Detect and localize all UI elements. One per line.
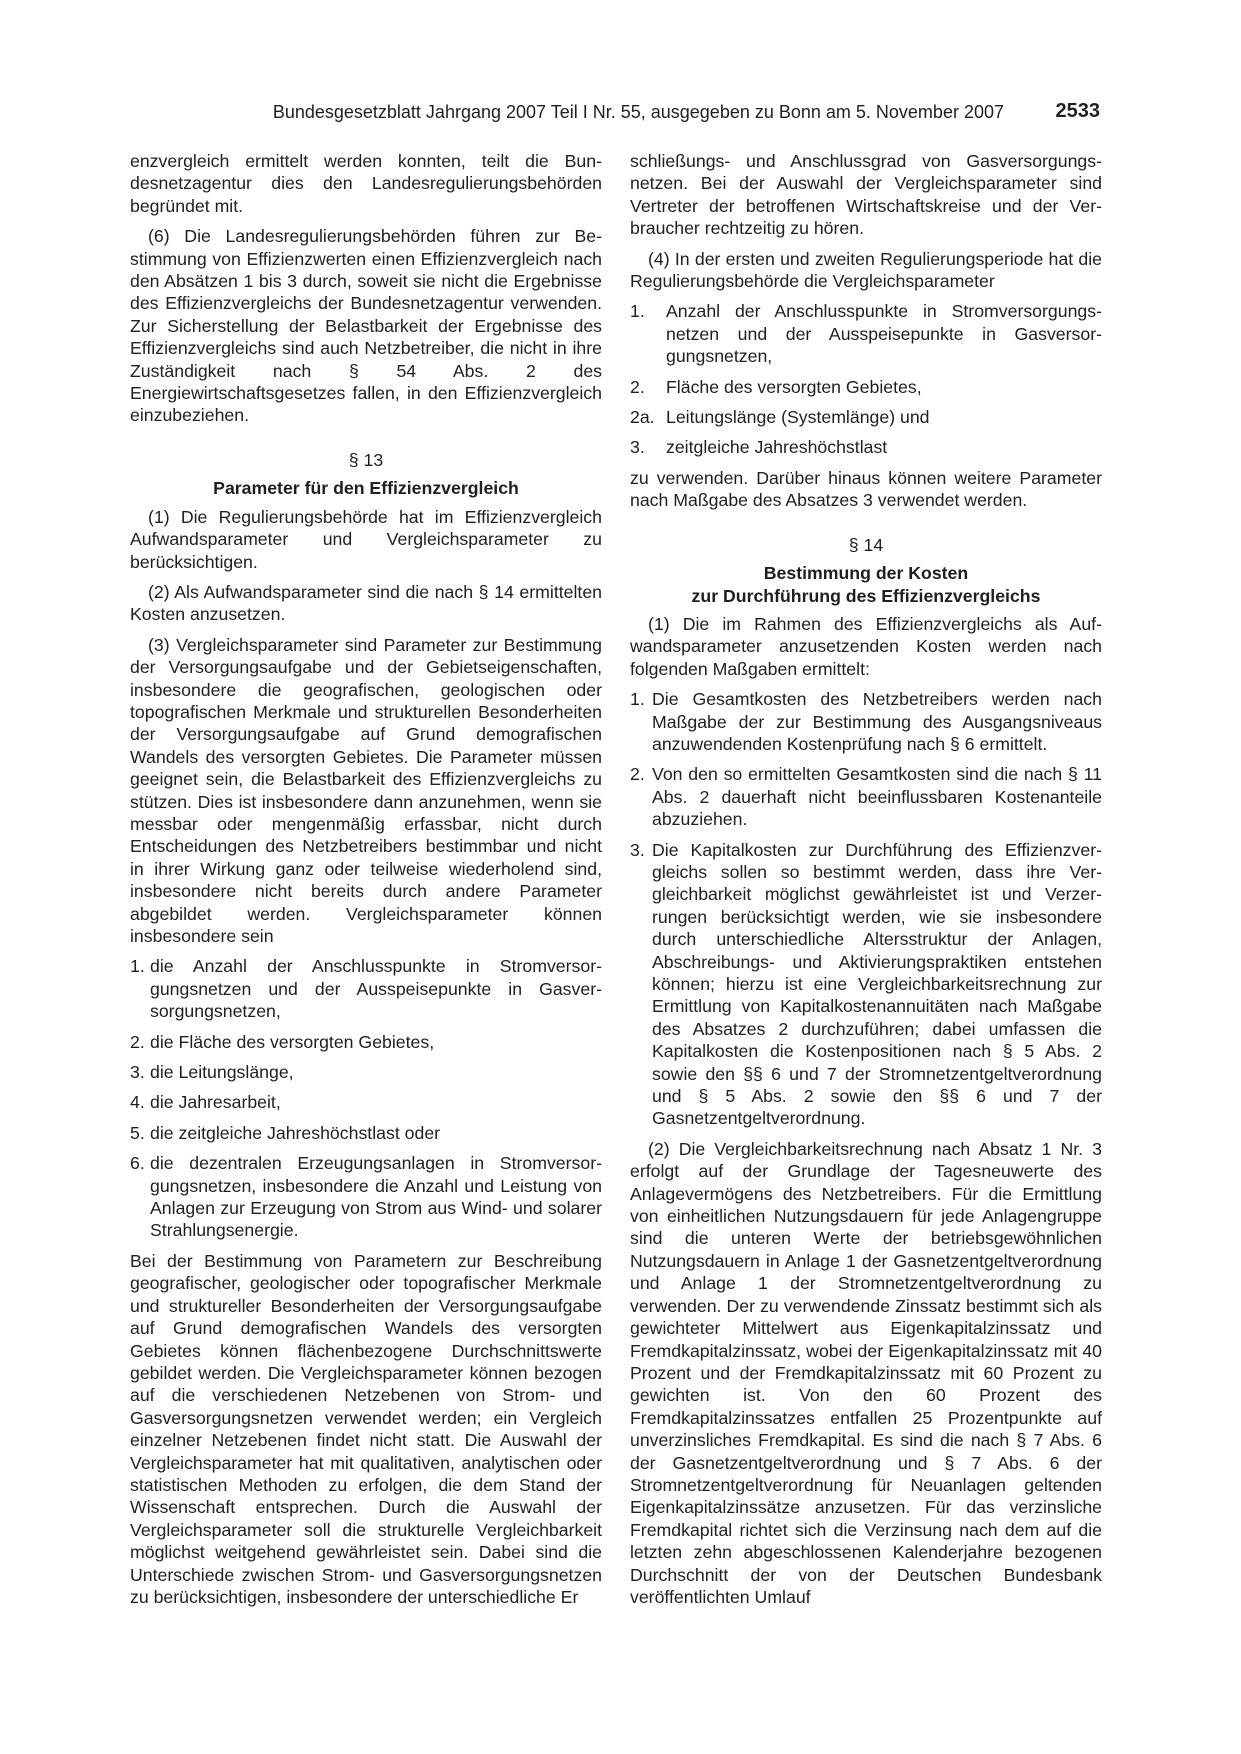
list-item bbox=[630, 300, 1102, 367]
list-item-number: 6. bbox=[130, 1153, 145, 1174]
page-number: 2533 bbox=[1055, 100, 1100, 122]
paragraph-after-list: Bei der Bestimmung von Parametern zur Beschreibung geografischer, geologischer oder topografischer Merkmale und struktureller Besonderheiten der Versorgungsaufgabe auf Grund demografischen Wandels des versorgten Gebietes können flächenbezogene Durchschnittswerte gebildet werden. Die Vergleichsparameter können bezogen auf die verschiedenen Netzebenen von Strom- und Gasversorgungsnetzen verwendet werden; ein Vergleich einzelner Netzebenen findet nicht statt. Die Auswahl der Vergleichsparameter hat mit qualitativen, analytischen oder statistischen Methoden zu erfolgen, die dem Stand der Wissenschaft entsprechen. Durch die Auswahl der Vergleichsparameter soll die strukturelle Vergleichbarkeit möglichst weitgehend gewährleistet sein. Dabei sind die Unterschiede zwischen Strom- und Gasversorgungsnetzen zu berücksichtigen, insbesondere der unterschiedliche Er bbox=[130, 1250, 602, 1607]
cost-determination-list bbox=[630, 688, 1102, 1130]
list-item-text: Die Kapitalkosten zur Durchführung des Effizienzvergleichs sollen so bestimmt werden, dass ihre Vergleichbarkeit möglichst gewährleistet ist und Verzerrungen berücksichtigt werden, wie sie insbesondere durch unterschiedliche Altersstruktur der Anlagen, Abschreibungs- und Aktivierungspraktiken entstehen können; hierzu ist eine Vergleichbarkeitsrechnung zur Ermittlung von Kapitalkostenannuitäten nach Maßgabe des Absatzes 2 durchzuführen; dabei umfassen die Kapitalkosten die Kostenpositionen nach § 5 Abs. 2 sowie den §§ 6 und 7 der Stromnetzentgeltverordnung und § 5 Abs. 2 sowie den §§ 6 und 7 der Gasnetzentgeltverordnung. bbox=[652, 839, 1102, 1129]
section-13-title: Parameter für den Effizienzvergleich bbox=[213, 478, 519, 499]
section-13-paragraph-3: (3) Vergleichsparameter sind Parameter zur Bestimmung der Versorgungsaufgabe und der Gebietseigenschaften, insbesondere die geografischen, geologischen oder topografischen Merkmale und strukturellen Besonderheiten der Versorgungsaufgabe auf Grund demografischen Wandels des versorgten Gebietes. Die Parameter müssen geeignet sein, die Belastbarkeit des Effizienzvergleichs zu stützen. Dies ist insbesondere dann anzunehmen, wenn sie messbar oder mengenmäßig erfassbar, nicht durch Entscheidungen des Netzbetreibers bestimmbar und nicht in ihrer Wirkung ganz oder teilweise wiederholend sind, insbesondere nicht bereits durch andere Parameter abgebildet werden. Vergleichsparameter können insbesondere sein bbox=[130, 634, 602, 946]
list-item-text: die zeitgleiche Jahreshöchstlast oder bbox=[150, 1122, 441, 1143]
list-item-text: die dezentralen Erzeugungsanlagen in Stromversorgungsnetzen, insbesondere die Anzahl und Leistung von Anlagen zur Erzeugung von Strom aus Wind- und solarer Strahlungsenergie. bbox=[150, 1153, 602, 1241]
paragraph-continued: enzvergleich ermittelt werden konnten, teilt die Bundesnetzagentur dies den Landesregulierungsbehörden begründet mit. bbox=[130, 151, 602, 216]
list-item-text: die Jahresarbeit, bbox=[150, 1092, 281, 1113]
list-item bbox=[130, 1122, 602, 1144]
paragraph-after-list: zu verwenden. Darüber hinaus können weitere Parameter nach Maßgabe des Absatzes 3 verwendet werden. bbox=[630, 467, 1102, 511]
comparison-parameter-list bbox=[130, 955, 602, 1241]
paragraph-continued: schließungs- und Anschlussgrad von Gasversorgungsnetzen. Bei der Auswahl der Vergleichsparameter sind Vertreter der betroffenen Wirtschaftskreise und der Verbraucher rechtzeitig zu hören. bbox=[630, 151, 1102, 239]
running-title: Bundesgesetzblatt Jahrgang 2007 Teil I Nr. 55, ausgegeben zu Bonn am 5. November 2007 bbox=[272, 102, 1004, 122]
period-parameter-list bbox=[630, 300, 1102, 458]
section-14-paragraph-1: (1) Die im Rahmen des Effizienzvergleichs als Aufwandsparameter anzusetzenden Kosten werden nach folgenden Maßgaben ermittelt: bbox=[630, 613, 1102, 679]
section-13-paragraph-2: (2) Als Aufwandsparameter sind die nach § 14 ermittelten Kosten anzusetzen. bbox=[130, 581, 602, 625]
list-item-text: die Anzahl der Anschlusspunkte in Stromversorgungsnetzen und der Ausspeisepunkte in Gasversorgungsnetzen, bbox=[150, 956, 602, 1022]
page-header bbox=[130, 100, 1100, 124]
list-item-number: 4. bbox=[130, 1092, 145, 1113]
section-14-title-line-1: Bestimmung der Kosten bbox=[763, 563, 969, 584]
list-item-number: 2. bbox=[630, 764, 645, 785]
section-13-number: § 13 bbox=[348, 449, 384, 470]
list-item-number: 2a. bbox=[630, 407, 655, 428]
list-item-text: Die Gesamtkosten des Netzbetreibers werden nach Maßgabe der zur Bestimmung des Ausgangsniveaus anzuwendenden Kostenprüfung nach § 6 ermittelt. bbox=[652, 689, 1102, 754]
section-14-title bbox=[630, 562, 1102, 607]
list-item-text: zeitgleiche Jahreshöchstlast bbox=[666, 437, 888, 458]
left-column bbox=[130, 150, 602, 1616]
list-item-number: 1. bbox=[630, 689, 645, 710]
list-item bbox=[130, 1061, 602, 1083]
list-item bbox=[630, 763, 1102, 830]
list-item-number: 3. bbox=[130, 1062, 145, 1083]
paragraph-6: (6) Die Landesregulierungsbehörden führen zur Bestimmung von Effizienzwerten einen Effizienzvergleich nach den Absätzen 1 bis 3 durch, soweit sie nicht die Ergebnisse des Effizienzvergleichs der Bundesnetzagentur verwenden. Zur Sicherstellung der Belastbarkeit der Ergebnisse des Effizienzvergleichs sind auch Netzbetreiber, die nicht in ihre Zuständigkeit nach § 54 Abs. 2 des Energiewirtschaftsgesetzes fallen, in den Effizienzvergleich einzubeziehen. bbox=[130, 226, 602, 426]
section-13-paragraph-4: (4) In der ersten und zweiten Regulierungsperiode hat die Regulierungsbehörde die Vergleichsparameter bbox=[630, 248, 1102, 292]
list-item-number: 2. bbox=[130, 1031, 145, 1052]
list-item bbox=[130, 1031, 602, 1053]
list-item bbox=[630, 406, 1102, 428]
list-item bbox=[630, 376, 1102, 398]
list-item-number: 3. bbox=[630, 437, 645, 458]
list-item-number: 1. bbox=[630, 301, 645, 322]
list-item-number: 2. bbox=[630, 376, 645, 397]
list-item bbox=[630, 436, 1102, 458]
list-item-text: die Leitungslänge, bbox=[150, 1062, 294, 1083]
list-item-number: 3. bbox=[630, 839, 645, 860]
list-item bbox=[130, 1152, 602, 1242]
right-column bbox=[630, 150, 1102, 1616]
section-14-title-line-2: zur Durchführung des Effizienzvergleichs bbox=[691, 585, 1041, 606]
list-item bbox=[130, 955, 602, 1022]
section-13-paragraph-1: (1) Die Regulierungsbehörde hat im Effizienzvergleich Aufwandsparameter und Vergleichsparameter zu berücksichtigen. bbox=[130, 506, 602, 572]
list-item bbox=[130, 1091, 602, 1113]
list-item bbox=[630, 688, 1102, 755]
list-item-text: die Fläche des versorgten Gebietes, bbox=[150, 1031, 435, 1052]
list-item bbox=[630, 839, 1102, 1130]
section-14-paragraph-2: (2) Die Vergleichbarkeitsrechnung nach Absatz 1 Nr. 3 erfolgt auf der Grundlage der Tagesneuwerte des Anlagevermögens des Netzbetreibers. Für die Ermittlung von einheitlichen Nutzungsdauern für jede Anlagengruppe sind die unteren Werte der betriebsgewöhnlichen Nutzungsdauern in Anlage 1 der Gasnetzentgeltverordnung und Anlage 1 der Stromnetzentgeltverordnung zu verwenden. Der zu verwendende Zinssatz bestimmt sich als gewichteter Mittelwert aus Eigenkapitalzinssatz und Fremdkapitalzinssatz, wobei der Eigenkapitalzinssatz mit 40 Prozent und der Fremdkapitalzinssatz mit 60 Prozent zu gewichten ist. Von den 60 Prozent des Fremdkapitalzinssatzes entfallen 25 Prozentpunkte auf unverzinsliches Fremdkapital. Es sind die nach § 7 Abs. 6 der Gasnetzentgeltverordnung und § 7 Abs. 6 der Stromnetzentgeltverordnung für Neuanlagen geltenden Eigenkapitalzinssätze anzusetzen. Für das verzinsliche Fremdkapital richtet sich die Verzinsung nach dem auf die letzten zehn abgeschlossenen Kalenderjahre bezogenen Durchschnitt der von der Deutschen Bundesbank veröffentlichten Umlauf bbox=[630, 1138, 1102, 1607]
list-item-text: Fläche des versorgten Gebietes, bbox=[666, 376, 922, 397]
list-item-text: Anzahl der Anschlusspunkte in Stromversorgungsnetzen und der Ausspeisepunkte in Gasversorgungsnetzen, bbox=[666, 301, 1102, 367]
section-14-number: § 14 bbox=[848, 534, 884, 555]
list-item-text: Von den so ermittelten Gesamtkosten sind die nach § 11 Abs. 2 dauerhaft nicht beeinflussbaren Kostenanteile abzuziehen. bbox=[652, 764, 1102, 830]
list-item-text: Leitungslänge (Systemlänge) und bbox=[666, 407, 930, 428]
list-item-number: 5. bbox=[130, 1122, 145, 1143]
list-item-number: 1. bbox=[130, 956, 145, 977]
